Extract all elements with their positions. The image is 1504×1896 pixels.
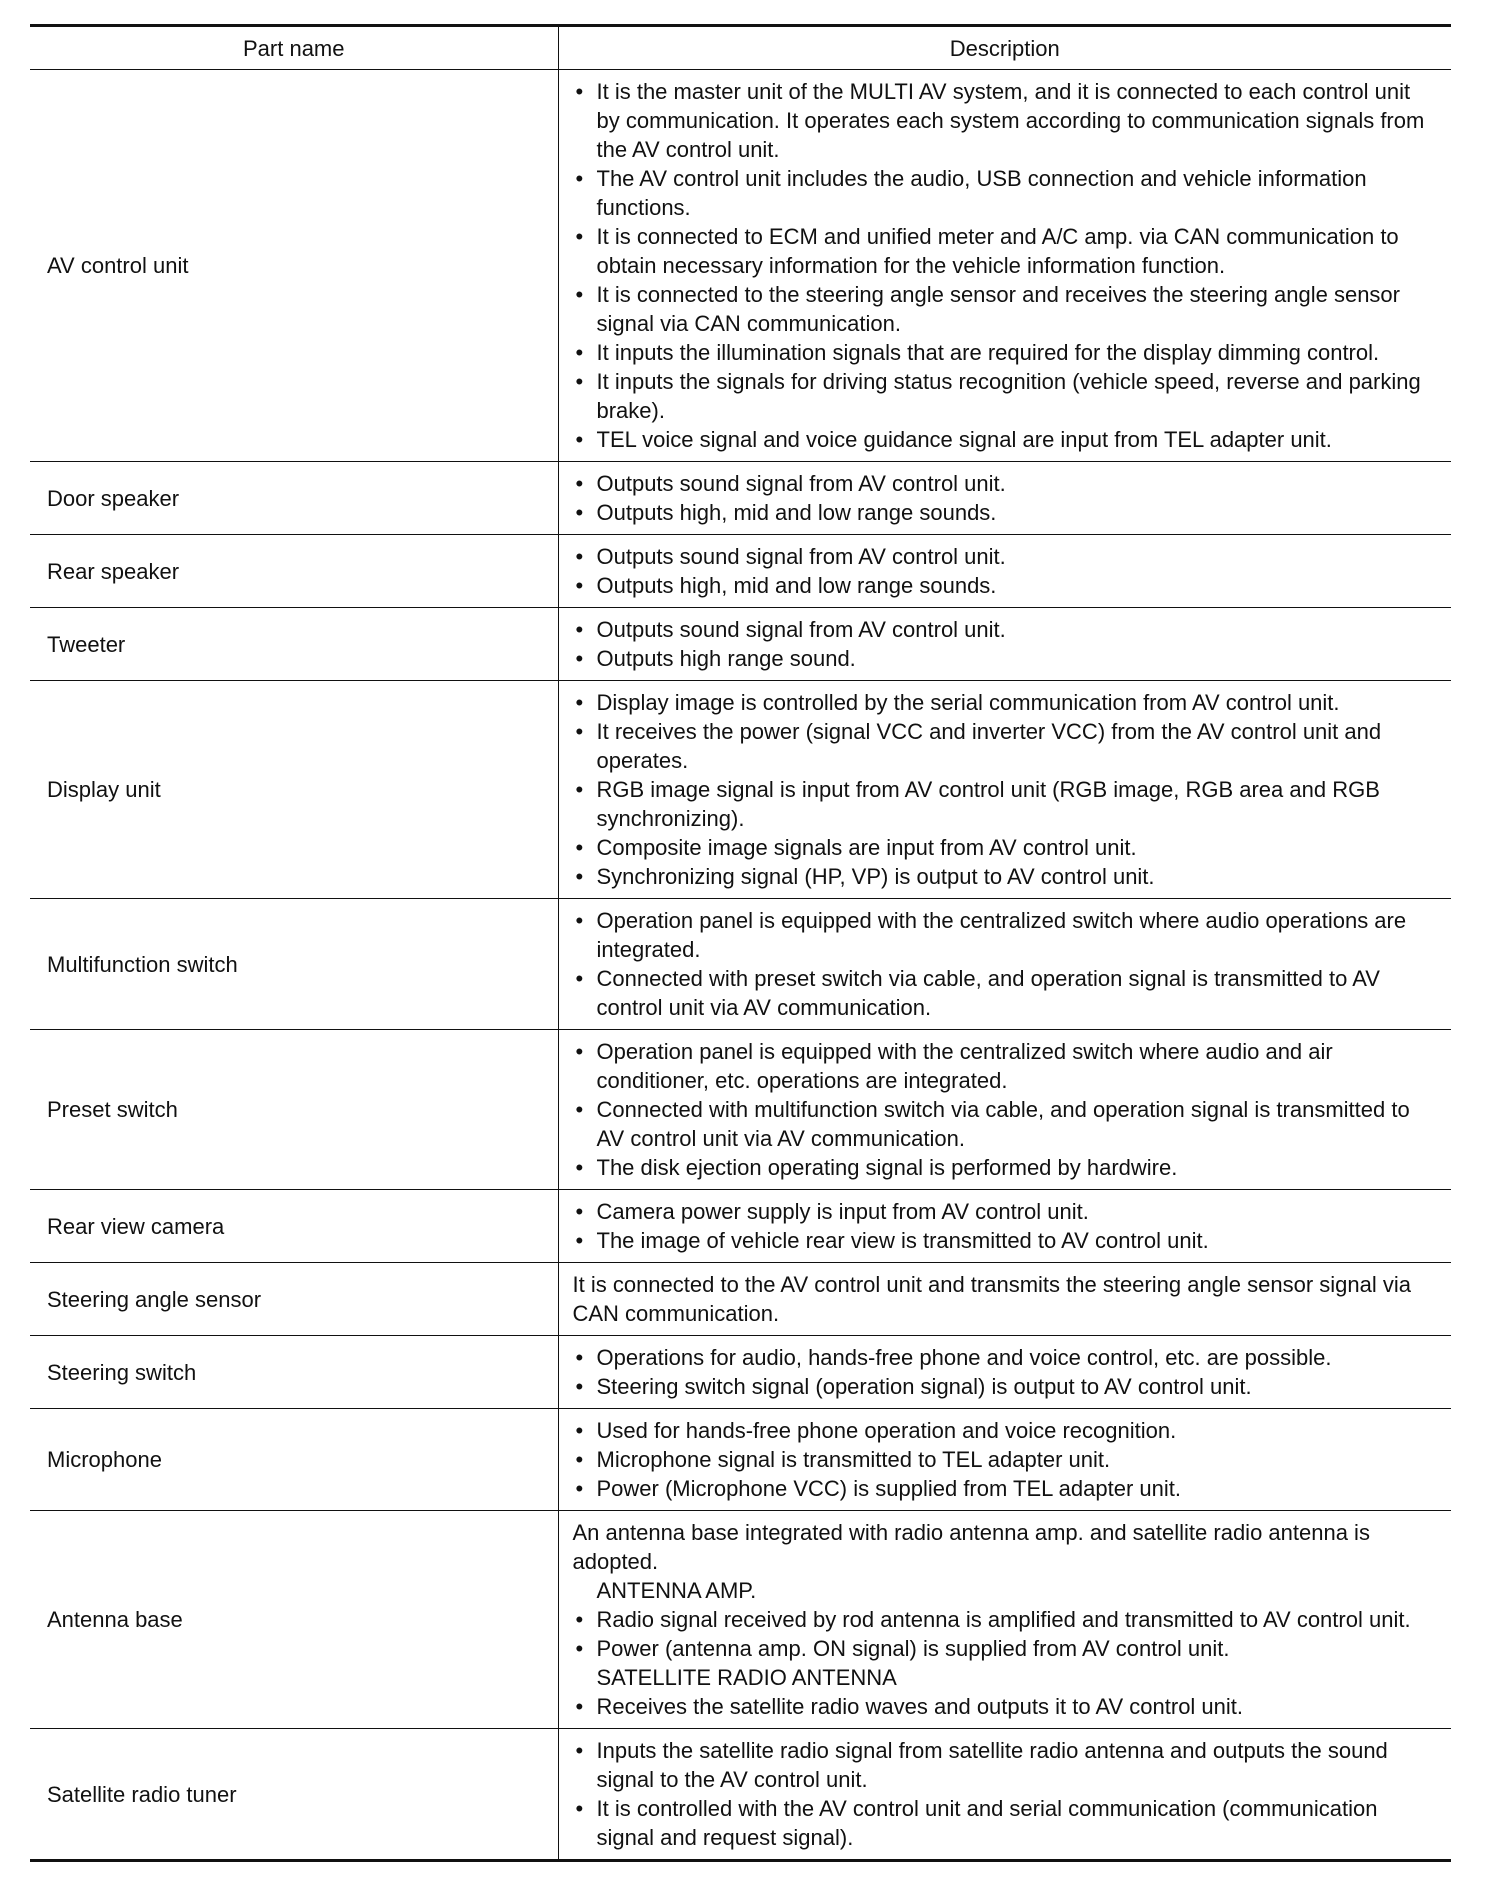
bullet-item: • Synchronizing signal (HP, VP) is output to AV control unit. — [573, 862, 1438, 891]
description-cell — [558, 1729, 1451, 1861]
table-row — [30, 535, 1451, 608]
part-name-cell: Rear view camera — [30, 1190, 558, 1263]
bullet-item: • RGB image signal is input from AV control unit (RGB image, RGB area and RGB synchronizing). — [573, 775, 1438, 833]
bullet-item: • Radio signal received by rod antenna is amplified and transmitted to AV control unit. — [573, 1605, 1438, 1634]
bullet-list — [573, 469, 1438, 527]
bullet-item: • Outputs sound signal from AV control unit. — [573, 615, 1438, 644]
table-body — [30, 70, 1451, 1861]
subheading-text: ANTENNA AMP. — [596, 1578, 757, 1603]
description-cell — [558, 70, 1451, 462]
bullet-item: • It inputs the signals for driving status recognition (vehicle speed, reverse and parking brake). — [573, 367, 1438, 425]
bullet-item: • Outputs sound signal from AV control unit. — [573, 469, 1438, 498]
part-name-cell: Display unit — [30, 681, 558, 899]
table-row — [30, 1729, 1451, 1861]
table-row — [30, 608, 1451, 681]
bullet-item: • It is the master unit of the MULTI AV system, and it is connected to each control unit by communication. It operates each system according to communication signals from the AV control unit. — [573, 77, 1438, 164]
bullet-list — [573, 906, 1438, 1022]
bullet-list — [573, 1037, 1438, 1182]
part-name-cell: Microphone — [30, 1409, 558, 1511]
bullet-list — [573, 1736, 1438, 1852]
bullet-list — [573, 542, 1438, 600]
bullet-list — [573, 1605, 1438, 1663]
table-row — [30, 462, 1451, 535]
bullet-item: • Operation panel is equipped with the centralized switch where audio operations are integrated. — [573, 906, 1438, 964]
bullet-list — [573, 615, 1438, 673]
bullet-item: • Outputs high, mid and low range sounds. — [573, 571, 1438, 600]
document-page — [30, 24, 1451, 1862]
bullet-item: • Outputs sound signal from AV control unit. — [573, 542, 1438, 571]
part-name-cell: Multifunction switch — [30, 899, 558, 1030]
bullet-item: • Operation panel is equipped with the centralized switch where audio and air conditioner, etc. operations are integrated. — [573, 1037, 1438, 1095]
bullet-item: • Connected with multifunction switch via cable, and operation signal is transmitted to AV control unit via AV communication. — [573, 1095, 1438, 1153]
description-cell — [558, 1030, 1451, 1190]
table-row — [30, 681, 1451, 899]
bullet-item: • Outputs high range sound. — [573, 644, 1438, 673]
bullet-item: • Microphone signal is transmitted to TEL adapter unit. — [573, 1445, 1438, 1474]
bullet-item: • The image of vehicle rear view is transmitted to AV control unit. — [573, 1226, 1438, 1255]
bullet-item: • TEL voice signal and voice guidance signal are input from TEL adapter unit. — [573, 425, 1438, 454]
table-row — [30, 1030, 1451, 1190]
bullet-item: • The AV control unit includes the audio, USB connection and vehicle information functions. — [573, 164, 1438, 222]
table-row — [30, 1190, 1451, 1263]
description-cell — [558, 608, 1451, 681]
description-header: Description — [558, 26, 1451, 70]
bullet-item: • It receives the power (signal VCC and inverter VCC) from the AV control unit and operates. — [573, 717, 1438, 775]
description-text: It is connected to the AV control unit and transmits the steering angle sensor signal via CAN communication. — [572, 1272, 1412, 1326]
description-cell — [558, 535, 1451, 608]
part-name-cell: Preset switch — [30, 1030, 558, 1190]
table-header-row — [30, 26, 1451, 70]
bullet-item: • Outputs high, mid and low range sounds. — [573, 498, 1438, 527]
bullet-item: • It inputs the illumination signals that are required for the display dimming control. — [573, 338, 1438, 367]
bullet-list — [573, 1197, 1438, 1255]
table-row — [30, 1263, 1451, 1336]
bullet-list — [573, 1692, 1438, 1721]
table-row — [30, 1409, 1451, 1511]
part-name-cell: Satellite radio tuner — [30, 1729, 558, 1861]
description-cell — [558, 1336, 1451, 1409]
bullet-list — [573, 688, 1438, 891]
part-name-cell: Door speaker — [30, 462, 558, 535]
part-name-cell: Rear speaker — [30, 535, 558, 608]
bullet-item: • Steering switch signal (operation signal) is output to AV control unit. — [573, 1372, 1438, 1401]
part-name-cell: Steering switch — [30, 1336, 558, 1409]
subheading-text: SATELLITE RADIO ANTENNA — [596, 1665, 897, 1690]
table-row — [30, 1511, 1451, 1729]
table-row — [30, 899, 1451, 1030]
part-name-cell: Tweeter — [30, 608, 558, 681]
bullet-item: • Used for hands-free phone operation and voice recognition. — [573, 1416, 1438, 1445]
description-cell — [558, 681, 1451, 899]
description-cell — [558, 1511, 1451, 1729]
parts-description-table — [30, 24, 1451, 1862]
bullet-list — [573, 1416, 1438, 1503]
bullet-item: • It is connected to the steering angle sensor and receives the steering angle sensor signal via CAN communication. — [573, 280, 1438, 338]
description-cell — [558, 899, 1451, 1030]
bullet-item: • Camera power supply is input from AV control unit. — [573, 1197, 1438, 1226]
table-row — [30, 70, 1451, 462]
bullet-item: • Power (antenna amp. ON signal) is supplied from AV control unit. — [573, 1634, 1438, 1663]
part-name-cell: Antenna base — [30, 1511, 558, 1729]
table-row — [30, 1336, 1451, 1409]
bullet-item: • Power (Microphone VCC) is supplied from TEL adapter unit. — [573, 1474, 1438, 1503]
bullet-item: • It is connected to ECM and unified meter and A/C amp. via CAN communication to obtain necessary information for the vehicle information function. — [573, 222, 1438, 280]
bullet-item: • Inputs the satellite radio signal from satellite radio antenna and outputs the sound signal to the AV control unit. — [573, 1736, 1438, 1794]
bullet-item: • Operations for audio, hands-free phone and voice control, etc. are possible. — [573, 1343, 1438, 1372]
part-name-header: Part name — [30, 26, 558, 70]
bullet-item: • Connected with preset switch via cable, and operation signal is transmitted to AV control unit via AV communication. — [573, 964, 1438, 1022]
bullet-list — [573, 1343, 1438, 1401]
part-name-cell: Steering angle sensor — [30, 1263, 558, 1336]
part-name-cell: AV control unit — [30, 70, 558, 462]
description-cell — [558, 1190, 1451, 1263]
bullet-item: • Display image is controlled by the serial communication from AV control unit. — [573, 688, 1438, 717]
description-cell — [558, 1263, 1451, 1336]
description-cell — [558, 462, 1451, 535]
bullet-item: • The disk ejection operating signal is performed by hardwire. — [573, 1153, 1438, 1182]
bullet-item: • It is controlled with the AV control unit and serial communication (communication signal and request signal). — [573, 1794, 1438, 1852]
bullet-list — [573, 77, 1438, 454]
bullet-item: • Composite image signals are input from AV control unit. — [573, 833, 1438, 862]
description-cell — [558, 1409, 1451, 1511]
bullet-item: • Receives the satellite radio waves and outputs it to AV control unit. — [573, 1692, 1438, 1721]
description-text: An antenna base integrated with radio antenna amp. and satellite radio antenna is adopted. — [572, 1520, 1370, 1574]
